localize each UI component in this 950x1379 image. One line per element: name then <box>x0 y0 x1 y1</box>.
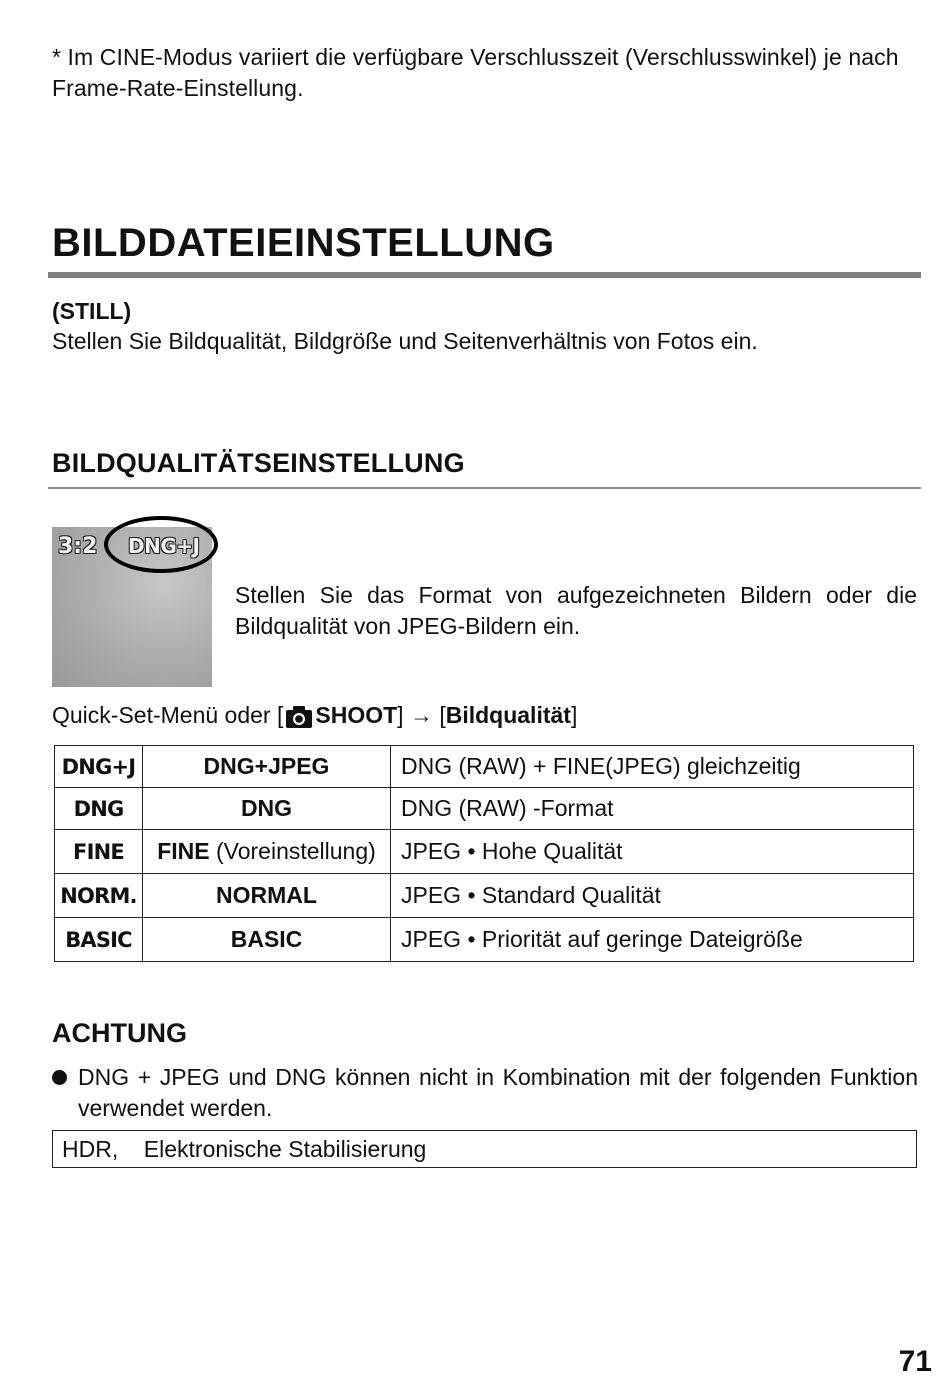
subsection-title: BILDQUALITÄTSEINSTELLUNG <box>52 448 465 478</box>
quality-name: FINE (Voreinstellung) <box>143 830 391 874</box>
footnote: * Im CINE-Modus variiert die verfügbare Verschlusszeit (Verschlusswinkel) je nach Frame-Rate-Einstellung. <box>52 44 899 101</box>
table-row <box>55 746 914 788</box>
caution-item <box>52 1062 918 1124</box>
menu-path-prefix: Quick-Set-Menü oder [ <box>52 702 284 728</box>
quality-name: NORMAL <box>143 874 391 918</box>
quality-indicator: DNG+J <box>128 534 200 558</box>
quality-name: DNG <box>143 788 391 830</box>
section-divider <box>48 272 921 278</box>
menu-path-middle: ] <box>397 702 410 728</box>
quality-table <box>54 745 914 962</box>
quality-description: JPEG • Standard Qualität <box>391 874 914 918</box>
section-title: BILDDATEIEINSTELLUNG <box>52 221 555 265</box>
quality-name: DNG+JPEG <box>143 746 391 788</box>
quality-icon: FINE <box>55 830 143 874</box>
menu-path-close: ] <box>570 702 578 728</box>
mode-tag: (STILL) <box>52 298 132 324</box>
quality-icon: BASIC <box>55 918 143 962</box>
quality-icon: NORM. <box>55 874 143 918</box>
caution-box-text: HDR, Elektronische Stabilisierung <box>62 1136 427 1162</box>
quality-icon: DNG <box>55 788 143 830</box>
menu-path <box>52 702 577 729</box>
menu-shoot-label: SHOOT <box>315 702 398 728</box>
table-row <box>55 918 914 962</box>
camera-icon <box>285 705 313 729</box>
table-row <box>55 830 914 874</box>
quality-icon: DNG+J <box>55 746 143 788</box>
bullet-icon <box>52 1070 67 1085</box>
quality-description: JPEG • Priorität auf geringe Dateigröße <box>391 918 914 962</box>
page-number: 71 <box>898 1345 932 1378</box>
quality-description: DNG (RAW) -Format <box>391 788 914 830</box>
table-row <box>55 874 914 918</box>
highlight-ring <box>104 516 218 573</box>
caution-text: DNG + JPEG und DNG können nicht in Kombination mit der folgenden Funktion verwendet werden. <box>78 1064 918 1121</box>
quality-description: DNG (RAW) + FINE(JPEG) gleichzeitig <box>391 746 914 788</box>
aspect-ratio-indicator: 3:2 <box>58 534 98 559</box>
caution-title: ACHTUNG <box>52 1018 187 1048</box>
arrow-right-icon: → <box>409 702 433 728</box>
quality-name: BASIC <box>143 918 391 962</box>
subsection-description: Stellen Sie das Format von aufgezeichneten Bildern oder die Bildqualität von JPEG-Bildern ein. <box>235 582 917 639</box>
menu-path-open: [ <box>432 702 446 728</box>
subsection-divider <box>48 487 921 489</box>
table-row <box>55 788 914 830</box>
quality-description: JPEG • Hohe Qualität <box>391 830 914 874</box>
section-intro: Stellen Sie Bildqualität, Bildgröße und Seitenverhältnis von Fotos ein. <box>52 328 758 354</box>
menu-target-label: Bildqualität <box>445 702 571 728</box>
caution-box <box>52 1130 917 1168</box>
